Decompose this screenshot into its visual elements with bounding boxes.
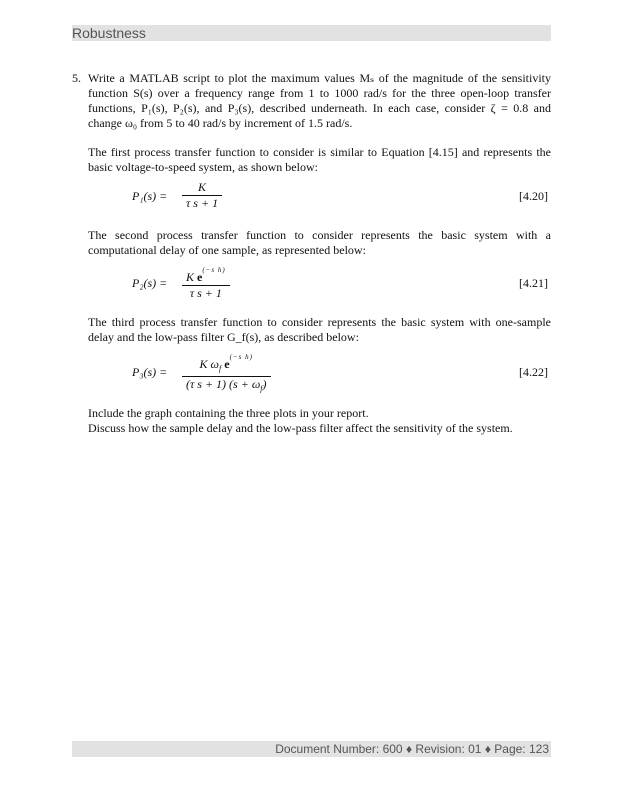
- paragraph-second-function: The second process transfer function to consider represents the basic system with a computational delay of one sample, as represented below:: [88, 228, 551, 257]
- closing-line-discuss: Discuss how the sample delay and the low-pass filter affect the sensitivity of the system.: [88, 421, 513, 435]
- equation-fraction: [182, 350, 271, 396]
- equation-numerator: [182, 263, 230, 285]
- footer-document-number: Document Number: 600: [275, 742, 403, 756]
- equation-denominator: τ s + 1: [182, 285, 230, 301]
- paragraph-first-function: The first process transfer function to consider is similar to Equation [4.15] and represents the basic voltage-to-speed system, as shown below:: [88, 145, 551, 174]
- page-header: [72, 25, 551, 41]
- closing-line-graph: Include the graph containing the three plots in your report.: [88, 406, 369, 420]
- page-footer: [72, 741, 551, 757]
- equation-fraction: [182, 180, 222, 211]
- equation-4-22: [102, 350, 551, 392]
- filter-subscript: f: [260, 384, 263, 393]
- equation-denominator: (τ s + 1) $(s + \omega_f)$: [182, 376, 271, 396]
- equation-exponent: (−s h): [229, 353, 253, 361]
- equation-numerator: [182, 350, 271, 376]
- exp-e-symbol: e: [197, 270, 203, 284]
- section-title: Robustness: [72, 25, 146, 41]
- closing-instructions: [88, 406, 551, 436]
- equation-denominator: τ s + 1: [182, 195, 222, 211]
- question-number: 5.: [72, 71, 81, 85]
- equation-label: [4.22]: [519, 365, 548, 379]
- equation-lhs: P₁(s) =: [132, 189, 168, 203]
- equation-label: [4.21]: [519, 276, 548, 290]
- equation-lhs: P₃(s) =: [132, 365, 168, 379]
- equation-label: [4.20]: [519, 189, 548, 203]
- equation-fraction: [182, 263, 230, 301]
- filter-subscript: f: [219, 364, 222, 373]
- numerator-symbol: K: [186, 270, 195, 284]
- numerator-symbol: K ω: [199, 357, 220, 371]
- footer-page: Page: 123: [494, 742, 549, 756]
- equation-numerator: K: [198, 180, 207, 194]
- question-item: [72, 71, 551, 436]
- footer-separator: ♦: [484, 742, 495, 756]
- page-content: [72, 71, 551, 436]
- denominator-text: (τ s + 1) (s + ω: [186, 377, 261, 391]
- footer-revision: Revision: 01: [415, 742, 482, 756]
- equation-4-21: [102, 263, 551, 301]
- question-body: [88, 71, 551, 436]
- exp-e-symbol: e: [224, 357, 230, 371]
- footer-separator: ♦: [405, 742, 416, 756]
- question-intro: Write a MATLAB script to plot the maximum values Mₛ of the magnitude of the sensitivity function S(s) over a frequency range from 1 to 1000 rad/s for the three open-loop transfer functions, P₁(s), P₂(s), and P₃(s), described underneath. In each case, consider ζ = 0.8 and change ω₀ from 5 to 40 rad/s by increment of 1.5 rad/s.: [88, 71, 551, 130]
- paragraph-third-function: The third process transfer function to consider represents the basic system with one-sample delay and the low-pass filter G_f(s), as described below:: [88, 315, 551, 344]
- equation-exponent: (−s h): [202, 266, 226, 274]
- equation-4-20: [102, 180, 551, 214]
- equation-lhs: P₂(s) =: [132, 276, 168, 290]
